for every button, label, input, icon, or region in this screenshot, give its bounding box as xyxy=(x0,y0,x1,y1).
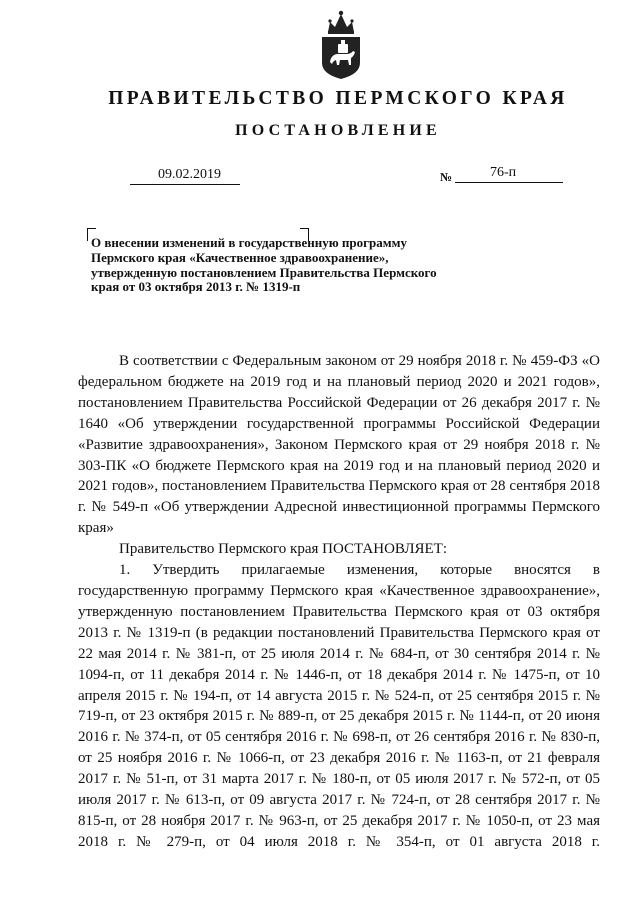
crown-icon xyxy=(328,11,354,34)
document-body xyxy=(78,351,600,853)
date-value: 09.02.2019 xyxy=(158,167,221,182)
organization-title: ПРАВИТЕЛЬСТВО ПЕРМСКОГО КРАЯ xyxy=(108,88,568,109)
document-type-title: ПОСТАНОВЛЕНИЕ xyxy=(235,122,441,139)
coat-of-arms-icon xyxy=(318,8,364,80)
date-field xyxy=(130,167,240,185)
number-label: № xyxy=(440,170,453,184)
number-field xyxy=(455,165,563,183)
item-1-paragraph: 1. Утвердить прилагаемые изменения, которые вносятся в государственную программу Пермского края «Качественное здравоохранение», утвержденную постановлением Правительства Пермского края от 03 октября 2013 г. № 1319-п (в редакции постановлений Правительства Пермского края от 22 мая 2014 г. № 381-п, от 25 июля 2014 г. № 684-п, от 30 сентября 2014 г. № 1094-п, от 11 декабря 2014 г. № 1446-п, от 18 декабря 2014 г. № 1475-п, от 10 апреля 2015 г. № 194-п, от 14 августа 2015 г. № 524-п, от 25 сентября 2015 г. № 719-п, от 23 октября 2015 г. № 889-п, от 25 декабря 2015 г. № 1144-п, от 20 июня 2016 г. № 374-п, от 05 сентября 2016 г. № 698-п, от 26 сентября 2016 г. № 830-п, от 25 ноября 2016 г. № 1066-п, от 23 декабря 2016 г. № 1163-п, от 21 февраля 2017 г. № 51-п, от 31 марта 2017 г. № 180-п, от 05 июля 2017 г. № 572-п, от 05 июля 2017 г. № 613-п, от 09 августа 2017 г. № 724-п, от 28 сентября 2017 г. № 815-п, от 28 ноября 2017 г. № 963-п, от 25 декабря 2017 г. № 1050-п, от 23 мая 2018 г. № 279-п, от 04 июля 2018 г. № 354-п, от 01 августа 2018 г. xyxy=(78,562,600,850)
number-value: 76-п xyxy=(490,165,517,180)
decree-paragraph: Правительство Пермского края ПОСТАНОВЛЯЕТ: xyxy=(119,541,448,558)
preamble-paragraph: В соответствии с Федеральным законом от 29 ноября 2018 г. № 459-ФЗ «О федеральном бюджете на 2019 год и на плановый период 2020 и 2021 годов», постановлением Правительства Российской Федерации от 26 декабря 2017 г. № 1640 «Об утверждении государственной программы Российской Федерации «Развитие здравоохранения», Законом Пермского края от 29 ноября 2018 г. № 303-ПК «О бюджете Пермского края на 2019 год и на плановый период 2020 и 2021 годов», постановлением Правительства Пермского края от 28 сентября 2018 г. № 549-п «Об утверждении Адресной инвестиционной программы Пермского края» xyxy=(78,353,600,537)
document-subject: О внесении изменений в государственную программу Пермского края «Качественное здравоохранение», утвержденную постановлением Правительства Пермского края от 03 октября 2013 г. № 1319-п xyxy=(91,235,437,295)
